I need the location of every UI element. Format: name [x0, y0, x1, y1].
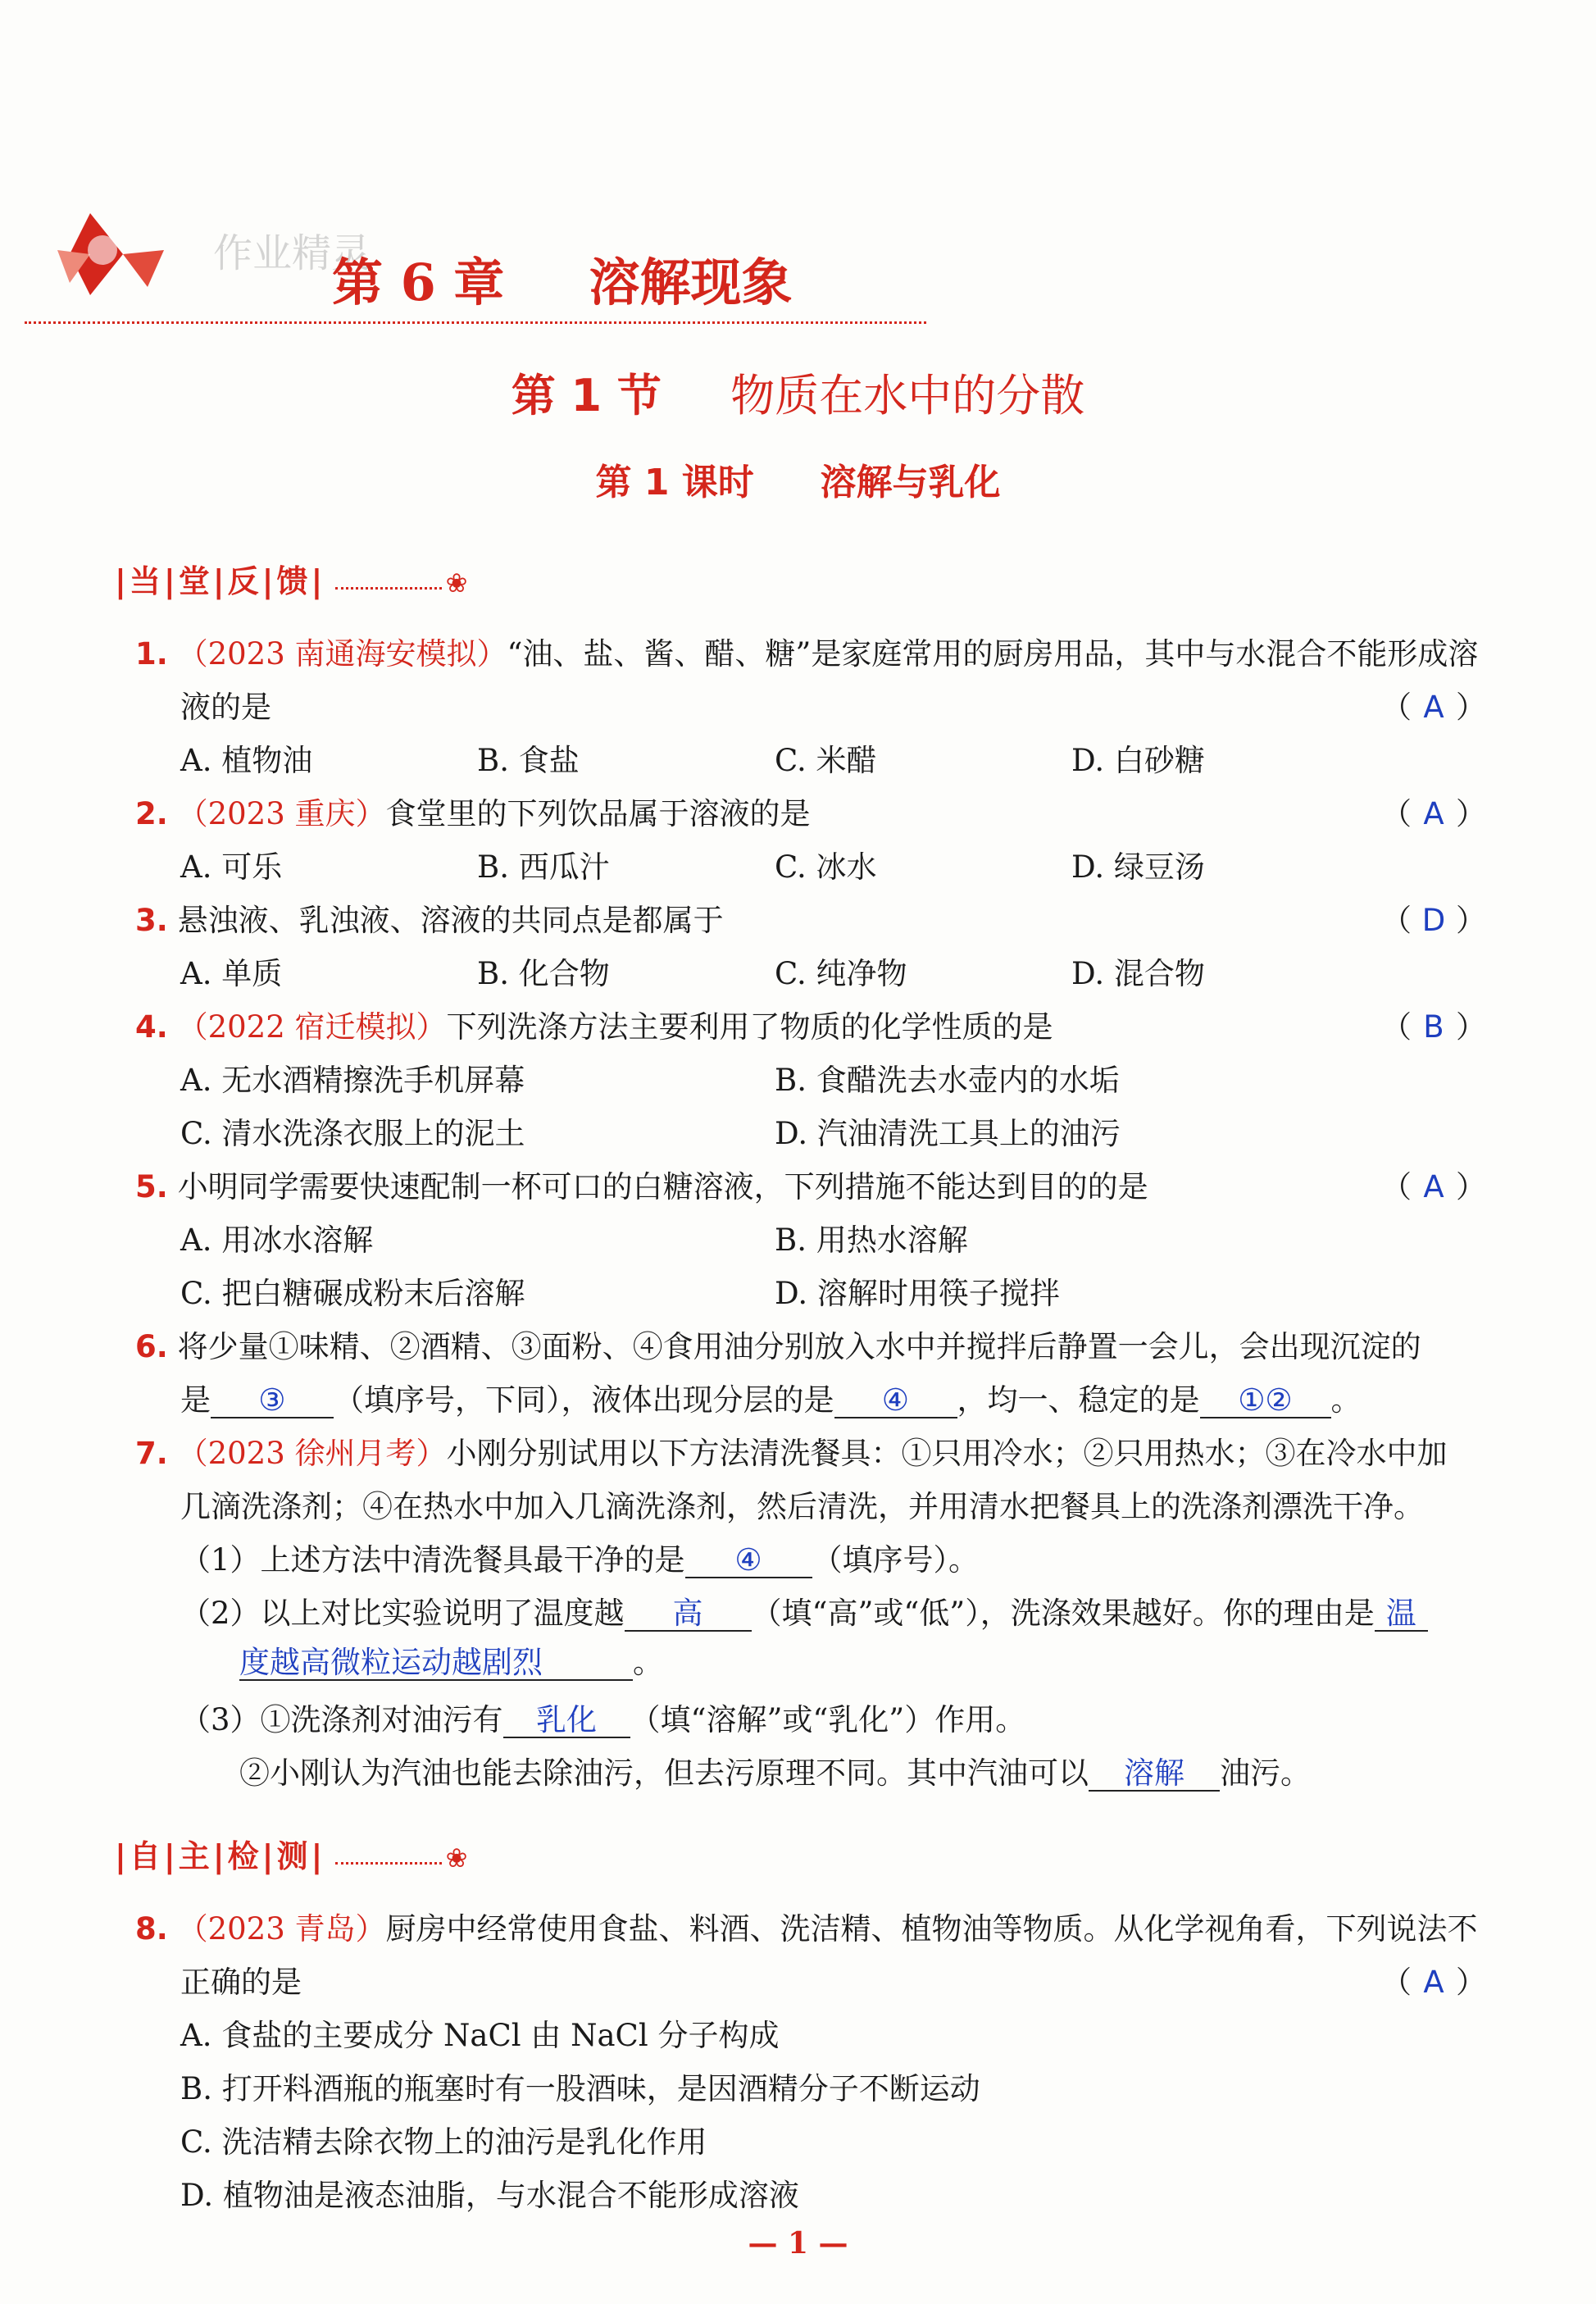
q3-opt-b: B. 化合物 — [477, 956, 610, 991]
q1-line1 — [135, 635, 1478, 673]
part1-label: |当|堂|反|馈| — [115, 563, 326, 599]
q7-sub1-blank: ④ — [685, 1544, 812, 1578]
q1-opt-d: D. 白砂糖 — [1071, 743, 1205, 778]
q4-number: 4. — [135, 1009, 168, 1045]
q7-sub3-tail: （填“溶解”或“乳化”）作用。 — [630, 1702, 1026, 1737]
q7-sub2-blank2a: 温 — [1375, 1597, 1428, 1632]
q3-opt-c: C. 纯净物 — [775, 956, 907, 991]
q8-source: （2023 青岛） — [177, 1911, 386, 1947]
q7-sub2-cont — [239, 1644, 663, 1682]
q6-stem: 将少量①味精、②酒精、③面粉、④食用油分别放入水中并搅拌后静置一会儿，会出现沉淀的 — [177, 1329, 1421, 1364]
q1-answer-box: （ A ） — [1381, 690, 1486, 725]
q1-opt-b: B. 食盐 — [477, 743, 580, 778]
q7-source: （2023 徐州月考） — [177, 1436, 447, 1471]
q7-sub3-text: （3）①洗涤剂对油污有 — [180, 1702, 503, 1737]
q7-sub1-text: （1）上述方法中清洗餐具最干净的是 — [180, 1542, 685, 1578]
q7-sub4-text: ②小刚认为汽油也能去除油污，但去污原理不同。其中汽油可以 — [239, 1755, 1089, 1791]
q7-sub2-mid: （填“高”或“低”），洗涤效果越好。你的理由是 — [751, 1596, 1375, 1631]
section-label: 第 1 节 — [511, 370, 662, 421]
q5-answer-box: （ A ） — [1381, 1169, 1486, 1204]
lesson-label: 第 1 课时 — [595, 462, 754, 503]
q3-opt-d: D. 混合物 — [1071, 956, 1205, 991]
chapter-divider — [25, 321, 926, 324]
q1-stem: “油、盐、酱、醋、糖”是家庭常用的厨房用品，其中与水混合不能形成溶 — [507, 636, 1479, 672]
q4-opt-d: D. 汽油清洗工具上的油污 — [775, 1116, 1121, 1151]
q6-line1 — [135, 1328, 1421, 1366]
q8-opt-c: C. 洗洁精去除衣物上的油污是乳化作用 — [180, 2124, 707, 2160]
q2-number: 2. — [135, 796, 168, 831]
q2-answer: A — [1423, 796, 1444, 831]
q7-stem: 小刚分别试用以下方法清洗餐具：①只用冷水；②只用热水；③在冷水中加 — [446, 1436, 1448, 1471]
section-title — [0, 361, 1596, 424]
q7-sub4 — [239, 1755, 1311, 1792]
q1-number: 1. — [135, 636, 168, 672]
q2-answer-box: （ A ） — [1381, 796, 1486, 831]
q1-opt-a: A. 植物油 — [180, 743, 313, 778]
q6-p1: 是 — [180, 1382, 211, 1418]
q5-line1 — [135, 1168, 1148, 1206]
q8-answer-box: （ A ） — [1381, 1965, 1486, 2000]
chapter-name: 溶解现象 — [589, 253, 793, 312]
part1-dots — [335, 587, 442, 590]
part2-label: |自|主|检|测| — [115, 1838, 326, 1874]
q7-sub4-tail: 油污。 — [1220, 1755, 1311, 1791]
q6-p2: （填序号，下同），液体出现分层的是 — [334, 1382, 834, 1418]
q4-answer: B — [1423, 1009, 1444, 1045]
q6-number: 6. — [135, 1329, 168, 1364]
q7-sub2 — [180, 1595, 1428, 1632]
q2-opt-c: C. 冰水 — [775, 849, 877, 885]
q8-line1 — [135, 1910, 1478, 1948]
q3-opt-a: A. 单质 — [180, 956, 283, 991]
q2-opt-d: D. 绿豆汤 — [1071, 849, 1205, 885]
q3-answer: D — [1421, 903, 1446, 938]
q4-source: （2022 宿迁模拟） — [177, 1009, 447, 1045]
q1-answer: A — [1423, 690, 1444, 725]
q5-opt-c: C. 把白糖碾成粉末后溶解 — [180, 1276, 525, 1311]
q7-line2: 几滴洗涤剂；④在热水中加入几滴洗涤剂，然后清洗，并用清水把餐具上的洗涤剂漂洗干净。 — [180, 1489, 1424, 1524]
section-name: 物质在水中的分散 — [730, 370, 1085, 421]
watermark: 作业精灵 — [213, 230, 371, 276]
q4-stem: 下列洗涤方法主要利用了物质的化学性质的是 — [446, 1009, 1053, 1045]
q8-number: 8. — [135, 1911, 168, 1947]
part2-heading — [115, 1831, 467, 1876]
q2-opt-a: A. 可乐 — [180, 849, 283, 885]
q7-sub2-end: 。 — [633, 1645, 663, 1680]
q8-line2: 正确的是 — [180, 1965, 302, 2000]
q1-source: （2023 南通海安模拟） — [177, 636, 507, 672]
q1-line2: 液的是 — [180, 690, 271, 725]
q7-sub1 — [180, 1541, 979, 1579]
q1-opt-c: C. 米醋 — [775, 743, 877, 778]
q2-opt-b: B. 西瓜汁 — [477, 849, 610, 885]
q3-answer-box: （ D ） — [1381, 903, 1486, 938]
q2-line1 — [135, 795, 811, 833]
q6-p3: ，均一、稳定的是 — [957, 1382, 1200, 1418]
q7-sub1-tail: （填序号）。 — [812, 1542, 980, 1578]
q3-stem: 悬浊液、乳浊液、溶液的共同点是都属于 — [177, 903, 724, 938]
q6-line2 — [180, 1382, 1362, 1419]
q7-sub2-blank: 高 — [625, 1597, 752, 1632]
q3-number: 3. — [135, 903, 168, 938]
part1-heading — [115, 556, 467, 601]
q6-blank3: ①② — [1200, 1384, 1331, 1418]
q6-p4: 。 — [1330, 1382, 1362, 1418]
q2-stem: 食堂里的下列饮品属于溶液的是 — [385, 796, 811, 831]
q7-sub3 — [180, 1701, 1025, 1739]
q5-opt-b: B. 用热水溶解 — [775, 1223, 968, 1258]
q7-number: 7. — [135, 1436, 168, 1471]
q8-stem: 厨房中经常使用食盐、料酒、洗洁精、植物油等物质。从化学视角看，下列说法不 — [385, 1911, 1478, 1947]
q7-sub4-blank: 溶解 — [1089, 1757, 1220, 1792]
splash-icon: ❀ — [445, 567, 468, 599]
splash-icon: ❀ — [445, 1842, 468, 1874]
q7-line1 — [135, 1435, 1448, 1473]
q7-sub3-blank: 乳化 — [503, 1704, 630, 1738]
q5-stem: 小明同学需要快速配制一杯可口的白糖溶液，下列措施不能达到目的的是 — [177, 1169, 1148, 1204]
q7-sub2-blank2b: 度越高微粒运动越剧烈 — [239, 1646, 633, 1681]
page-number: — 1 — — [748, 2226, 848, 2261]
q5-opt-d: D. 溶解时用筷子搅拌 — [775, 1276, 1060, 1311]
q5-opt-a: A. 用冰水溶解 — [180, 1223, 374, 1258]
q4-opt-c: C. 清水洗涤衣服上的泥土 — [180, 1116, 525, 1151]
q8-answer: A — [1423, 1965, 1444, 2000]
q6-blank1: ③ — [211, 1384, 334, 1418]
q4-answer-box: （ B ） — [1381, 1009, 1486, 1045]
q4-opt-a: A. 无水酒精擦洗手机屏幕 — [180, 1063, 525, 1098]
q4-line1 — [135, 1009, 1053, 1046]
chapter-label: 第 6 章 — [332, 253, 505, 312]
q4-opt-b: B. 食醋洗去水壶内的水垢 — [775, 1063, 1120, 1098]
chapter-title — [332, 242, 793, 315]
part2-dots — [335, 1862, 442, 1865]
q7-sub2-text: （2）以上对比实验说明了温度越 — [180, 1596, 625, 1631]
q6-blank2: ④ — [834, 1384, 957, 1418]
q8-opt-b: B. 打开料酒瓶的瓶塞时有一股酒味，是因酒精分子不断运动 — [180, 2071, 980, 2106]
q8-opt-d: D. 植物油是液态油脂，与水混合不能形成溶液 — [180, 2178, 799, 2213]
q5-number: 5. — [135, 1169, 168, 1204]
lesson-title — [0, 453, 1596, 505]
q5-answer: A — [1423, 1169, 1444, 1204]
q3-line1 — [135, 902, 724, 940]
lesson-name: 溶解与乳化 — [820, 462, 1001, 503]
q2-source: （2023 重庆） — [177, 796, 386, 831]
q8-opt-a: A. 食盐的主要成分 NaCl 由 NaCl 分子构成 — [180, 2018, 780, 2053]
